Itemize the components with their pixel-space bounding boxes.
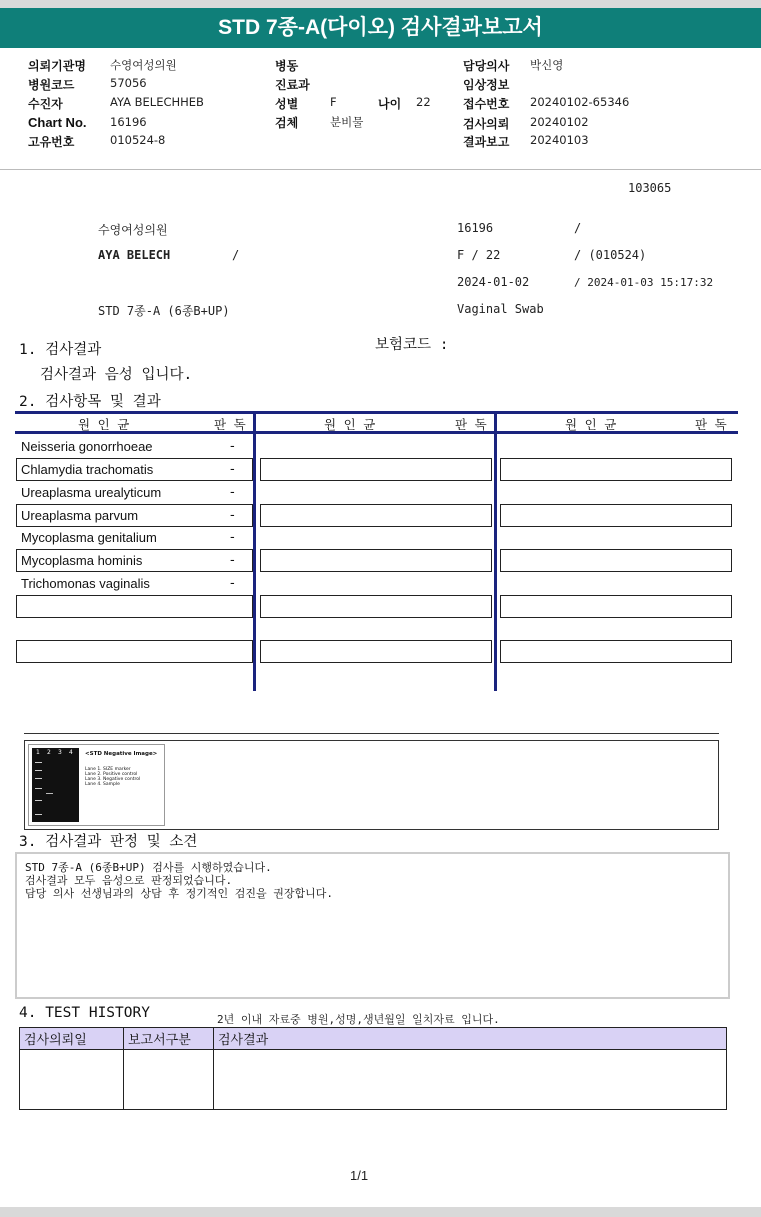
row-box [16, 640, 253, 663]
report-label: 결과보고 [463, 135, 510, 149]
hospital-code-label: 병원코드 [28, 78, 75, 92]
col3-organism-header: 원 인 균 [565, 417, 617, 432]
hospital-label: 의뢰기관명 [28, 59, 86, 73]
gel-band [35, 770, 42, 771]
history-col-report-type: 보고서구분 [124, 1028, 214, 1050]
gel-image [28, 744, 165, 826]
col1-result-header: 판 독 [214, 417, 246, 432]
column-divider-1 [253, 411, 256, 691]
sex-label: 성별 [275, 97, 299, 111]
page-number: 1/1 [350, 1168, 369, 1183]
organism-name: Ureaplasma parvum [21, 508, 139, 523]
top-border [0, 0, 761, 8]
request-label: 검사의뢰 [463, 117, 510, 131]
abstract-patient: AYA BELECH [98, 248, 171, 262]
history-note: 2년 이내 자료중 병원,성명,생년월일 일치자료 입니다. [217, 1013, 500, 1026]
patient-value: AYA BELECHHEB [110, 95, 204, 109]
gel-band [35, 800, 42, 801]
abstract-date1: 2024-01-02 [457, 275, 530, 289]
interpretation-line: 검사결과 모두 음성으로 판정되었습니다. [25, 874, 233, 887]
patient-label: 수진자 [28, 97, 63, 111]
row-box [500, 549, 732, 572]
col2-organism-header: 원 인 균 [324, 417, 376, 432]
row-box [500, 458, 732, 481]
interpretation-box [15, 852, 730, 999]
reception-value: 20240102-65346 [530, 95, 630, 109]
organism-name: Trichomonas vaginalis [21, 576, 150, 591]
organism-result: - [230, 508, 235, 523]
row-box [260, 504, 492, 527]
row-box [260, 595, 492, 618]
abstract-hospital: 수영여성의원 [98, 223, 168, 237]
section2-title: 2. 검사항목 및 결과 [19, 394, 161, 410]
organism-name: Chlamydia trachomatis [21, 462, 154, 477]
gel-legend-item: Lane 2. Positive control [85, 772, 138, 777]
insurance-code-label: 보험코드 : [375, 337, 449, 353]
doctor-value: 박신영 [530, 58, 564, 72]
history-cell [124, 1050, 214, 1110]
unique-value: 010524-8 [110, 133, 166, 147]
request-value: 20240102 [530, 115, 589, 129]
section1-title: 1. 검사결과 [19, 342, 102, 358]
abstract-specimen: Vaginal Swab [457, 302, 544, 316]
sex-value: F [330, 95, 337, 109]
gel-legend [85, 767, 140, 787]
specimen-value: 분비물 [330, 115, 364, 129]
abstract-slash-2: / [232, 248, 240, 262]
organism-name: Ureaplasma urealyticum [21, 485, 162, 500]
report-value: 20240103 [530, 133, 589, 147]
document-number: 103065 [628, 181, 672, 195]
lane-number: 3 [58, 749, 62, 756]
history-col-result: 검사결과 [214, 1028, 727, 1050]
abstract-test: STD 7종-A (6종B+UP) [98, 304, 230, 318]
clinical-label: 임상정보 [463, 78, 510, 92]
dept-label: 진료과 [275, 78, 310, 92]
organism-name: Mycoplasma genitalium [21, 530, 157, 545]
bottom-border [0, 1207, 761, 1217]
chart-value: 16196 [110, 115, 147, 129]
organism-result: - [230, 530, 235, 545]
specimen-label: 검체 [275, 116, 299, 130]
ward-label: 병동 [275, 59, 299, 73]
result-summary: 검사결과 음성 입니다. [40, 367, 193, 383]
col3-result-header: 판 독 [695, 417, 727, 432]
abstract-chart: 16196 [457, 221, 494, 235]
section4-title: 4. TEST HISTORY [19, 1005, 150, 1021]
organism-result: - [230, 485, 235, 500]
row-box [16, 595, 253, 618]
gel-legend-item: Lane 1. SIZE marker [85, 767, 131, 772]
gel-photo [32, 748, 79, 822]
interpretation-line: 담당 의사 선생님과의 상담 후 정기적인 검진을 권장합니다. [25, 887, 334, 900]
hospital-value: 수영여성의원 [110, 58, 177, 72]
row-box [500, 640, 732, 663]
table-row [20, 1050, 727, 1110]
lane-number: 1 [36, 749, 40, 756]
history-cell [20, 1050, 124, 1110]
section3-title: 3. 검사결과 판정 및 소견 [19, 834, 198, 850]
row-box [260, 640, 492, 663]
history-table [19, 1027, 727, 1110]
organism-result: - [230, 462, 235, 477]
report-title: STD 7종-A(다이오) 검사결과보고서 [0, 8, 761, 48]
gel-image-frame [24, 740, 719, 830]
gel-legend-item: Lane 3. Negative control [85, 777, 141, 782]
table-top-rule [15, 411, 738, 414]
reception-label: 접수번호 [463, 97, 510, 111]
gel-band [35, 778, 42, 779]
unique-label: 고유번호 [28, 135, 75, 149]
organism-result: - [230, 576, 235, 591]
chart-label: Chart No. [28, 115, 87, 130]
history-cell [214, 1050, 727, 1110]
lane-number: 2 [47, 749, 51, 756]
row-box [260, 549, 492, 572]
age-label: 나이 [378, 97, 402, 111]
interpretation-line: STD 7종-A (6종B+UP) 검사를 시행하였습니다. [25, 861, 272, 874]
abstract-sex-age: F / 22 [457, 248, 501, 262]
col2-result-header: 판 독 [455, 417, 487, 432]
abstract-date2: / 2024-01-03 15:17:32 [574, 276, 714, 289]
column-divider-2 [494, 411, 497, 691]
age-value: 22 [416, 95, 431, 109]
col1-organism-header: 원 인 균 [78, 417, 130, 432]
gel-band [46, 793, 53, 794]
gel-band [35, 814, 42, 815]
gel-legend-item: Lane 4. Sample [85, 782, 120, 787]
organism-name: Neisseria gonorrhoeae [21, 439, 153, 454]
hospital-code-value: 57056 [110, 76, 147, 90]
gel-band [35, 788, 42, 789]
row-box [500, 504, 732, 527]
abstract-id: / (010524) [574, 248, 647, 262]
doctor-label: 담당의사 [463, 59, 510, 73]
history-col-request-date: 검사의뢰일 [20, 1028, 124, 1050]
image-top-rule [24, 733, 719, 734]
patient-info-block [0, 52, 761, 170]
organism-result: - [230, 553, 235, 568]
organism-name: Mycoplasma hominis [21, 553, 143, 568]
gel-band [35, 762, 42, 763]
lane-number: 4 [69, 749, 73, 756]
organism-result: - [230, 439, 235, 454]
row-box [500, 595, 732, 618]
gel-title: <STD Negative Image> [85, 751, 158, 757]
row-box [260, 458, 492, 481]
abstract-slash: / [574, 221, 582, 235]
